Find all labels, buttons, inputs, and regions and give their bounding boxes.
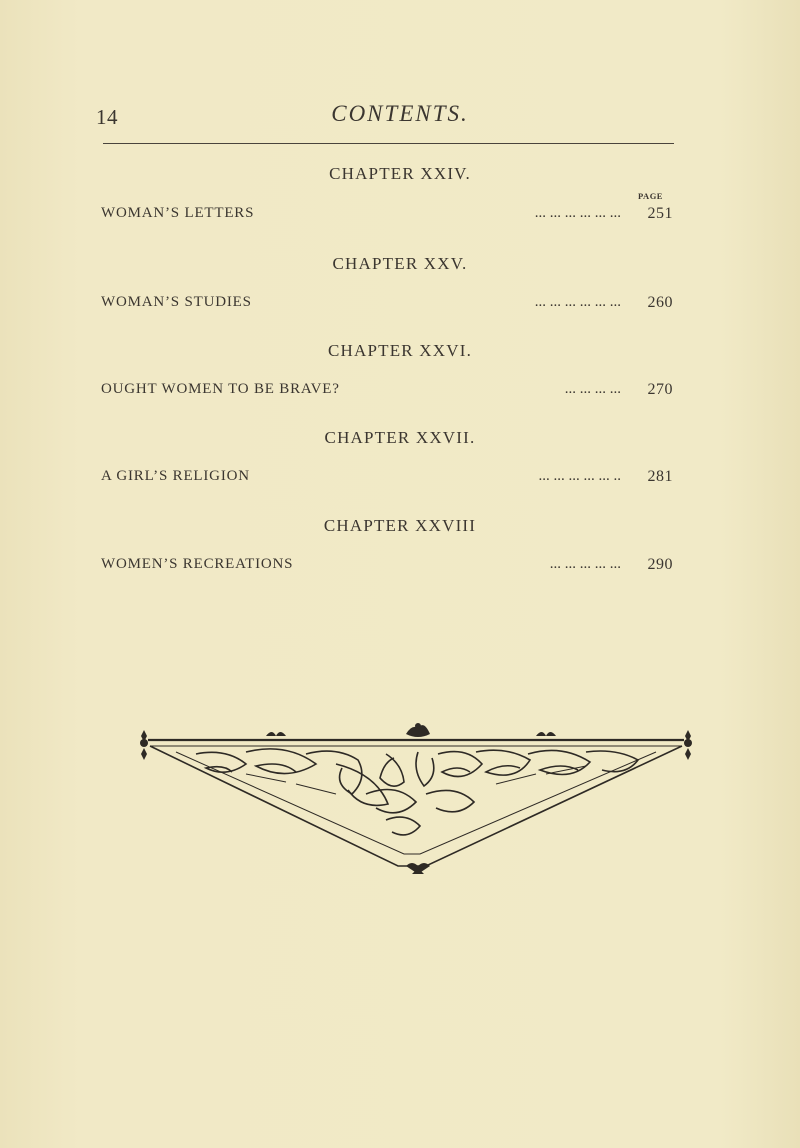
toc-entry[interactable] <box>101 381 673 401</box>
leader-dots: ... ... ... ... <box>564 381 621 397</box>
chapter-heading: CHAPTER XXVIII <box>323 516 477 535</box>
toc-entry-title: A GIRL’S RELIGION <box>101 468 250 484</box>
leader-dots: ... ... ... ... ... ... <box>534 294 621 310</box>
toc-entry-page: 260 <box>647 294 673 311</box>
toc-entry[interactable] <box>101 468 673 488</box>
toc-entry-title: WOMEN’S RECREATIONS <box>101 556 294 572</box>
leader-dots: ... ... ... ... ... ... <box>534 205 621 221</box>
toc-entry[interactable] <box>101 294 673 314</box>
toc-entry-title: WOMAN’S LETTERS <box>101 205 255 221</box>
toc-entry-title: WOMAN’S STUDIES <box>101 294 252 310</box>
leader-dots: ... ... ... ... ... <box>549 556 621 572</box>
toc-entry-page: 281 <box>647 468 673 485</box>
chapter-heading: CHAPTER XXV. <box>332 254 468 273</box>
leader-dots: ... ... ... ... ... .. <box>538 468 621 484</box>
toc-entry-title: OUGHT WOMEN TO BE BRAVE? <box>101 381 340 397</box>
toc-entry-page: 251 <box>647 205 673 222</box>
chapter-heading: CHAPTER XXVI. <box>327 341 473 360</box>
page-column-label: PAGE <box>638 191 663 201</box>
tailpiece-ornament-icon <box>136 694 698 874</box>
running-title: CONTENTS. <box>331 101 469 126</box>
chapter-heading: CHAPTER XXVII. <box>324 428 476 447</box>
toc-entry-page: 290 <box>647 556 673 573</box>
toc-entry[interactable] <box>101 556 673 576</box>
page-number: 14 <box>96 105 118 129</box>
header-rule <box>103 143 674 144</box>
toc-entry-page: 270 <box>647 381 673 398</box>
toc-entry[interactable] <box>101 205 673 225</box>
chapter-heading: CHAPTER XXIV. <box>329 164 471 183</box>
